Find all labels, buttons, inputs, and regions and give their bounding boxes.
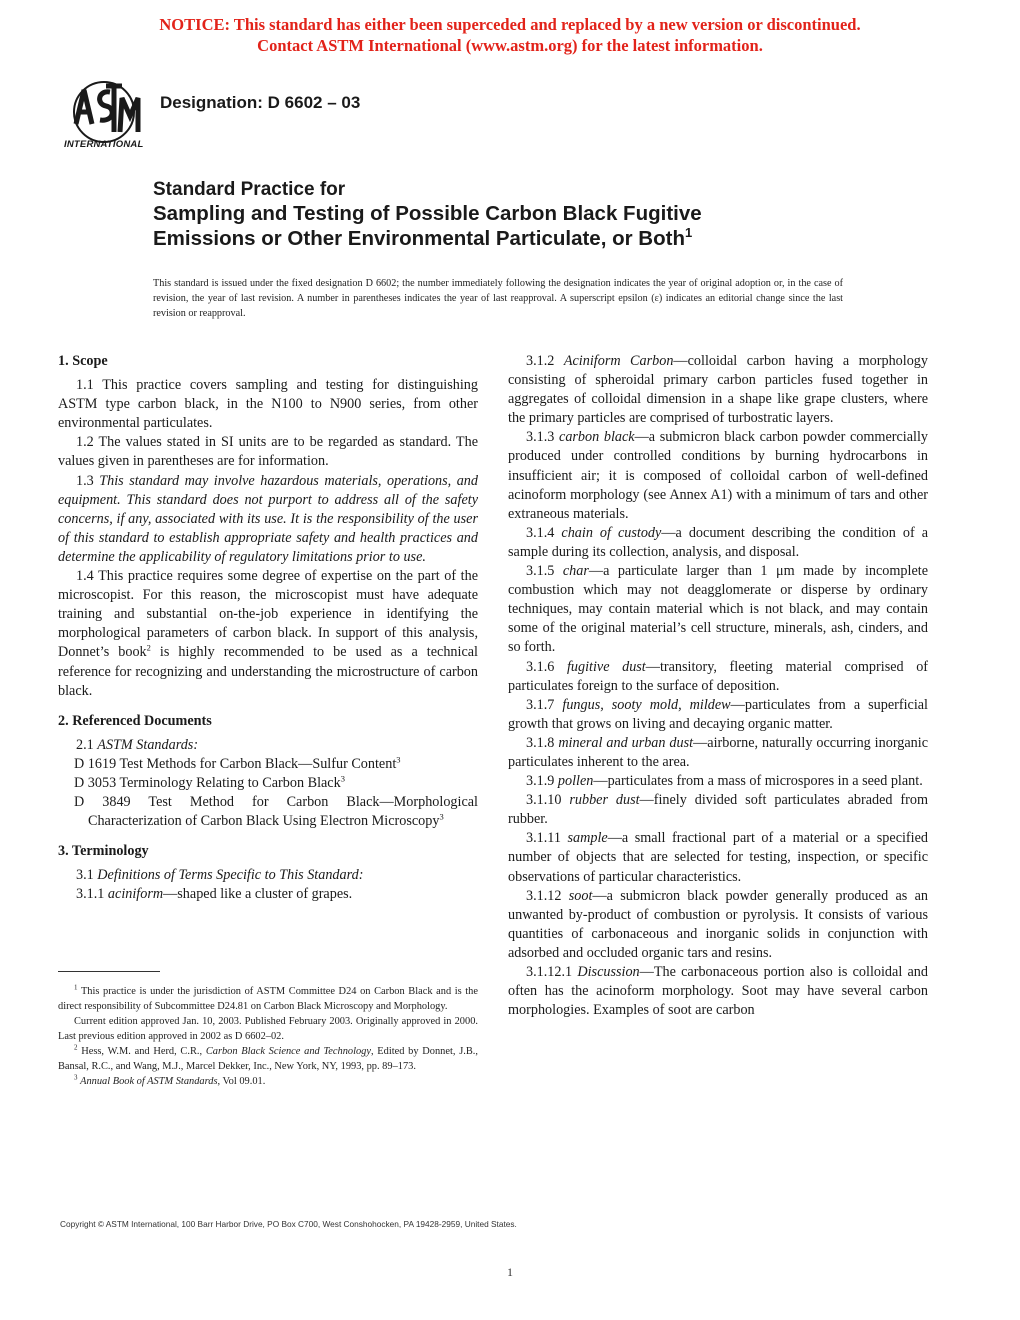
- section-heading-terminology: 3. Terminology: [58, 843, 149, 860]
- footnote-divider: [58, 971, 160, 972]
- footnote-3: [58, 1074, 478, 1089]
- right-column: [508, 352, 928, 1020]
- reference-item: [58, 755, 478, 774]
- definition-text: —colloidal carbon having a morphology consisting of spheroidal primary carbon particles fused together in aggregates of colloidal dimension in a shape like grape clusters, where the primary particles are comprised of turbostratic layers.: [508, 353, 928, 427]
- definition-number: 3.1.9: [526, 773, 555, 790]
- definition-term: soot: [568, 887, 593, 904]
- paragraph-1-4-part-b: is highly recommended to be used as a technical reference for recognizing and understanding the microstructure of carbon black.: [58, 644, 478, 699]
- definition-term: sample: [567, 830, 608, 847]
- definition-3-1-5: [508, 562, 928, 657]
- issuance-statement: This standard is issued under the fixed designation D 6602; the number immediately following the designation indicates the year of original adoption or, in the case of revision, the year of last revision. A number in parentheses indicates the year of last reapproval. A superscript epsilon (ε) indicates an editorial change since the last revision or reapproval.: [153, 278, 843, 319]
- footnote-mark: 3: [74, 1073, 78, 1082]
- definition-text: —a submicron black powder generally produced as an unwanted by-product of combustion or pyrolysis. It consists of various quantities of carbonaceous and inorganic solids in conjunction with adsorbed and occluded organic tars and resins.: [508, 887, 928, 961]
- paragraph-2-1-number: 2.1: [76, 736, 94, 753]
- definition-number: 3.1.7: [526, 696, 555, 713]
- definition-number: 3.1.12.1: [526, 964, 573, 980]
- definition-3-1-10: [508, 791, 928, 829]
- definition-3-1-8: [508, 734, 928, 772]
- title-line-3: Emissions or Other Environmental Particulate, or Both: [153, 227, 685, 250]
- discussion-3-1-12-1: [508, 963, 928, 1020]
- logo-caption: INTERNATIONAL: [64, 139, 144, 150]
- section-heading-referenced-documents: 2. Referenced Documents: [58, 712, 212, 729]
- reference-footnote-mark: 3: [439, 811, 444, 822]
- definition-term: carbon black: [559, 429, 635, 446]
- definition-3-1-6: [508, 658, 928, 696]
- definition-3-1-12: [508, 887, 928, 963]
- copyright-line: Copyright © ASTM International, 100 Barr Harbor Drive, PO Box C700, West Conshohocken, PA 19428-2959, United States.: [60, 1219, 517, 1229]
- footnote-2: [58, 1044, 478, 1074]
- paragraph-1-3-text: This standard may involve hazardous materials, operations, and equipment. This standard does not purport to address all of the safety concerns, if any, associated with its use. It is the responsibility of the user of this standard to establish appropriate safety and health practices and determine the applicability of regulatory limitations prior to use.: [58, 472, 478, 565]
- definition-term: pollen: [557, 773, 594, 790]
- paragraph-1-4: [58, 567, 478, 701]
- page-number: 1: [507, 1265, 513, 1279]
- footnote-text-continued: , Vol 09.01.: [217, 1076, 266, 1087]
- definition-number: 3.1.1: [76, 886, 105, 903]
- notice-line-1: NOTICE: This standard has either been superceded and replaced by a new version or discontinued.: [159, 15, 861, 34]
- definition-3-1-7: [508, 696, 928, 734]
- definition-text: —transitory, fleeting material comprised of particulates foreign to the surface of deposition.: [508, 658, 929, 694]
- definition-text: —The carbonaceous portion also is colloidal and often has the acinoform morphology. Soot may have several carbon morphologies. Examples of soot are carbon: [508, 964, 928, 1019]
- footnote-1: [58, 984, 478, 1014]
- footnote-book-title: Annual Book of ASTM Standards: [80, 1076, 218, 1087]
- definition-term: fugitive dust: [566, 658, 646, 675]
- footnote-ref-2: 2: [146, 642, 151, 653]
- definition-term: rubber dust: [569, 792, 640, 809]
- footnote-text-continued: , Edited by Donnet, J.B., Bansal, R.C., and Wang, M.J., Marcel Dekker, Inc., New York, NY, 1993, pp. 89–173.: [58, 1046, 478, 1072]
- footnote-1-continued: Current edition approved Jan. 10, 2003. Published February 2003. Originally approved in 2000. Last previous edition approved in 2002 as D 6602–02.: [58, 1016, 478, 1042]
- paragraph-3-1-number: 3.1: [76, 867, 94, 884]
- definition-text: —a small fractional part of a material or a specified number of objects that are selected for testing, inspection, or specific observations of particular characteristics.: [508, 830, 928, 885]
- definition-3-1-4: [508, 524, 928, 562]
- definition-term: aciniform: [107, 886, 164, 903]
- footnote-mark: 1: [74, 983, 78, 992]
- definition-term: fungus, sooty mold, mildew: [562, 696, 731, 713]
- paragraph-1-4-part-a: 1.4 This practice requires some degree of expertise on the part of the microscopist. For this reason, the microscopist must have adequate training and substantial on-the-job experience in identifying the morphological parameters of carbon black. In support of this analysis, Donnet’s book: [58, 568, 478, 661]
- definition-text: —a submicron black carbon powder commercially produced under controlled conditions by burning hydrocarbons in insufficient air; it is composed of colloidal carbon of well-defined acinoform morphology (see Annex A1) with a minimum of tars and other extraneous materials.: [508, 429, 929, 522]
- reference-text: D 1619 Test Methods for Carbon Black—Sulfur Content: [74, 755, 397, 772]
- section-heading-scope: 1. Scope: [58, 353, 108, 369]
- title-line-2: Sampling and Testing of Possible Carbon Black Fugitive: [153, 202, 702, 225]
- definition-number: 3.1.8: [526, 734, 555, 751]
- definition-number: 3.1.10: [526, 792, 562, 809]
- definition-3-1-11: [508, 829, 928, 886]
- definition-text: —particulates from a mass of microspores in a seed plant.: [593, 773, 923, 790]
- definition-text: —a document describing the condition of a sample during its collection, analysis, and disposal.: [508, 524, 928, 560]
- definition-term: mineral and urban dust: [558, 734, 694, 751]
- reference-text: D 3053 Terminology Relating to Carbon Black: [74, 774, 341, 791]
- footnotes: [58, 984, 478, 1089]
- definition-term: Discussion: [577, 964, 640, 980]
- reference-footnote-mark: 3: [396, 754, 401, 765]
- reference-item: [58, 793, 478, 831]
- footnote-mark: 2: [74, 1043, 78, 1052]
- definition-text: —finely divided soft particulates abraded from rubber.: [508, 792, 929, 828]
- definition-number: 3.1.2: [526, 353, 555, 369]
- title-line-1: Standard Practice for: [153, 179, 346, 200]
- definition-3-1-2: [508, 352, 928, 428]
- paragraph-1-3: [58, 472, 478, 567]
- definition-text: —shaped like a cluster of grapes.: [163, 886, 353, 903]
- document-title: [153, 179, 913, 251]
- definition-number: 3.1.11: [526, 830, 561, 847]
- supersession-notice: [0, 14, 1020, 56]
- footnote-book-title: Carbon Black Science and Technology: [205, 1046, 371, 1057]
- definition-term: char: [562, 563, 589, 580]
- definition-number: 3.1.12: [526, 887, 562, 904]
- definition-3-1-1: [58, 885, 478, 904]
- paragraph-2-1: [58, 736, 478, 755]
- paragraph-1-2: 1.2 The values stated in SI units are to be regarded as standard. The values given in parentheses are for information.: [58, 434, 478, 470]
- definition-3-1-9: [508, 772, 928, 791]
- paragraph-1-3-number: 1.3: [76, 472, 94, 489]
- footnote-text: Hess, W.M. and Herd, C.R.,: [81, 1046, 203, 1057]
- definition-number: 3.1.6: [526, 658, 555, 675]
- designation: Designation: D 6602 – 03: [160, 93, 361, 112]
- definition-text: —a particulate larger than 1 μm made by incomplete combustion which may not deagglomerate or disperse by ordinary techniques, may contain material which is not black, and may contain some of the original material’s cell structure, minerals, ash, cinders, and so forth.: [508, 563, 929, 656]
- left-column: [58, 352, 478, 905]
- definition-number: 3.1.3: [526, 429, 555, 446]
- title-footnote-mark: 1: [684, 225, 693, 241]
- definition-term: Aciniform Carbon: [563, 353, 674, 369]
- reference-item: [58, 774, 478, 793]
- paragraph-3-1: [58, 866, 478, 885]
- definition-number: 3.1.4: [526, 524, 555, 541]
- footnote-text: This practice is under the jurisdiction of ASTM Committee D24 on Carbon Black and is the direct responsibility of Subcommittee D24.81 on Carbon Black Microscopy and Morphology.: [58, 986, 478, 1012]
- reference-text: D 3849 Test Method for Carbon Black—Morphological Characterization of Carbon Black Using Electron Microscopy: [74, 794, 478, 830]
- reference-footnote-mark: 3: [340, 773, 345, 784]
- paragraph-3-1-title: Definitions of Terms Specific to This Standard:: [97, 867, 364, 884]
- definition-3-1-3: [508, 428, 928, 523]
- definition-text: —airborne, naturally occurring inorganic particulates inherent to the area.: [508, 734, 929, 770]
- definition-number: 3.1.5: [526, 563, 555, 580]
- paragraph-1-1: 1.1 This practice covers sampling and testing for distinguishing ASTM type carbon black, in the N100 to N900 series, from other environmental particulates.: [58, 377, 478, 432]
- definition-text: —particulates from a superficial growth that grows on living and decaying organic matter.: [508, 696, 929, 732]
- notice-line-2: Contact ASTM International (www.astm.org) for the latest information.: [257, 36, 763, 55]
- paragraph-2-1-title: ASTM Standards:: [97, 736, 199, 753]
- definition-term: chain of custody: [561, 524, 662, 541]
